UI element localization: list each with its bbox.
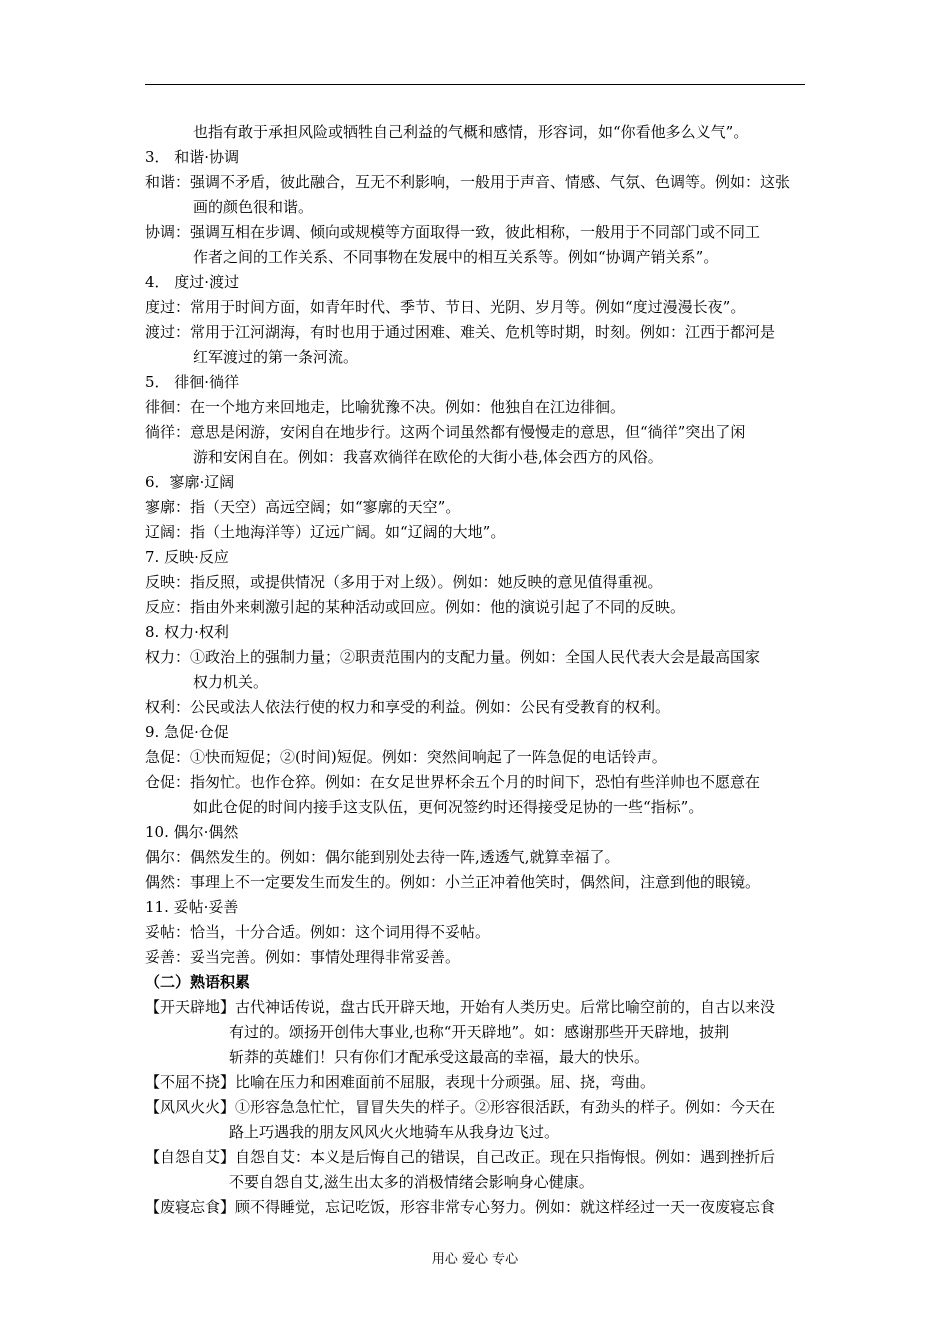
idioms-heading: （二）熟语积累: [145, 973, 251, 991]
definition-text: 偶然：事理上不一定要发生而发生的。例如：小兰正冲着他笑时，偶然间，注意到他的眼镜。: [145, 873, 761, 891]
definition-text: 偶尔：偶然发生的。例如：偶尔能到别处去待一阵,透透气,就算幸福了。: [145, 848, 620, 866]
definition-text: 辽阔：指（土地海洋等）辽远广阔。如“辽阔的大地”。: [145, 523, 506, 541]
definition-entry: [145, 170, 815, 220]
definition-text: 急促：①快而短促；②(时间)短促。例如：突然间响起了一阵急促的电话铃声。: [145, 748, 667, 766]
idiom-text: 【风风火火】①形容急急忙忙，冒冒失失的样子。②形容很活跃，有劲头的样子。例如：今天在: [145, 1098, 776, 1116]
section-heading: 4． 度过·渡过: [145, 273, 240, 291]
section-heading: 6．寥廓·辽阔: [145, 473, 235, 491]
idiom-entry: [145, 1070, 815, 1095]
definition-entry: [145, 770, 815, 820]
definition-continuation: 红军渡过的第一条河流。: [193, 348, 359, 366]
definition-entry: [145, 320, 815, 370]
definition-continuation: 权力机关。: [193, 673, 269, 691]
section-heading: 3． 和谐·协调: [145, 148, 240, 166]
idioms-list: [145, 995, 815, 1220]
definition-text: 寥廓：指（天空）高远空阔；如“寥廓的天空”。: [145, 498, 461, 516]
definition-text: 妥善：妥当完善。例如：事情处理得非常妥善。: [145, 948, 461, 966]
definition-text: 权利：公民或法人依法行使的权力和享受的利益。例如：公民有受教育的权利。: [145, 698, 671, 716]
definition-entry: [145, 295, 815, 320]
definition-entry: [145, 220, 815, 270]
definition-continuation: 画的颜色很和谐。: [193, 198, 314, 216]
definition-text: 权力：①政治上的强制力量；②职责范围内的支配力量。例如：全国人民代表大会是最高国家: [145, 648, 761, 666]
idiom-continuation: 路上巧遇我的朋友风风火火地骑车从我身边飞过。: [229, 1123, 560, 1141]
definition-entry: [145, 595, 815, 620]
section-heading: 9. 急促·仓促: [145, 723, 229, 741]
idiom-entry: [145, 1145, 815, 1195]
definition-text: 渡过：常用于江河湖海，有时也用于通过困难、难关、危机等时期，时刻。例如：江西于都河是: [145, 323, 776, 341]
definition-entry: [145, 395, 815, 420]
definition-continuation: 游和安闲自在。例如：我喜欢徜徉在欧伦的大街小巷,体会西方的风俗。: [193, 448, 663, 466]
definition-text: 度过：常用于时间方面，如青年时代、季节、节日、光阴、岁月等。例如“度过漫漫长夜”。: [145, 298, 746, 316]
idiom-text: 【废寝忘食】顾不得睡觉，忘记吃饭，形容非常专心努力。例如：就这样经过一天一夜废寝忘食: [145, 1198, 776, 1216]
definition-continuation: 如此仓促的时间内接手这支队伍，更何况签约时还得接受足协的一些“指标”。: [193, 798, 704, 816]
header-rule: [145, 84, 805, 85]
section-heading: 8. 权力·权利: [145, 623, 229, 641]
definition-entry: [145, 920, 815, 945]
word-comparison-sections: [145, 145, 815, 970]
definition-text: 协调：强调互相在步调、倾向或规模等方面取得一致，彼此相称，一般用于不同部门或不同工: [145, 223, 761, 241]
idiom-text: 【自怨自艾】自怨自艾：本义是后悔自己的错误，自己改正。现在只指悔恨。例如：遇到挫折后: [145, 1148, 776, 1166]
definition-text: 徘徊：在一个地方来回地走，比喻犹豫不决。例如：他独自在江边徘徊。: [145, 398, 626, 416]
page-body: [145, 120, 815, 1220]
definition-entry: [145, 695, 815, 720]
idiom-entry: [145, 1195, 815, 1220]
section-heading: 7. 反映·反应: [145, 548, 229, 566]
definition-entry: [145, 845, 815, 870]
section-heading: 11. 妥帖·妥善: [145, 898, 239, 916]
definition-entry: [145, 645, 815, 695]
definition-continuation: 作者之间的工作关系、不同事物在发展中的相互关系等。例如“协调产销关系”。: [193, 248, 719, 266]
definition-entry: [145, 945, 815, 970]
definition-text: 反映：指反照，或提供情况（多用于对上级）。例如：她反映的意见值得重视。: [145, 573, 663, 591]
section-heading: 10. 偶尔·偶然: [145, 823, 239, 841]
intro-continuation: 也指有敢于承担风险或牺牲自己利益的气概和感情，形容词，如“你看他多么义气”。: [193, 123, 749, 141]
definition-entry: [145, 745, 815, 770]
page-footer: 用心 爱心 专心: [431, 1252, 519, 1267]
idiom-text: 【不屈不挠】比喻在压力和困难面前不屈服，表现十分顽强。屈、挠，弯曲。: [145, 1073, 656, 1091]
definition-entry: [145, 870, 815, 895]
definition-text: 反应：指由外来刺激引起的某种活动或回应。例如：他的演说引起了不同的反映。: [145, 598, 686, 616]
idiom-continuation: 斩莽的英雄们！只有你们才配承受这最高的幸福，最大的快乐。: [229, 1048, 650, 1066]
definition-text: 徜徉：意思是闲游，安闲自在地步行。这两个词虽然都有慢慢走的意思，但“徜徉”突出了闲: [145, 423, 746, 441]
idiom-text: 【开天辟地】古代神话传说，盘古氏开辟天地，开始有人类历史。后常比喻空前的，自古以来没: [145, 998, 776, 1016]
idiom-entry: [145, 995, 815, 1070]
definition-entry: [145, 520, 815, 545]
definition-entry: [145, 570, 815, 595]
section-heading: 5． 徘徊·徜徉: [145, 373, 240, 391]
definition-text: 妥帖：恰当，十分合适。例如：这个词用得不妥帖。: [145, 923, 491, 941]
definition-text: 仓促：指匆忙。也作仓猝。例如：在女足世界杯余五个月的时间下，恐怕有些洋帅也不愿意在: [145, 773, 761, 791]
idiom-continuation: 有过的。颂扬开创伟大事业,也称“开天辟地”。如：感谢那些开天辟地，披荆: [229, 1023, 730, 1041]
definition-text: 和谐：强调不矛盾，彼此融合，互无不利影响，一般用于声音、情感、气氛、色调等。例如：这张: [145, 173, 791, 191]
idiom-continuation: 不要自怨自艾,滋生出太多的消极情绪会影响身心健康。: [229, 1173, 594, 1191]
idiom-entry: [145, 1095, 815, 1145]
definition-entry: [145, 495, 815, 520]
definition-entry: [145, 420, 815, 470]
